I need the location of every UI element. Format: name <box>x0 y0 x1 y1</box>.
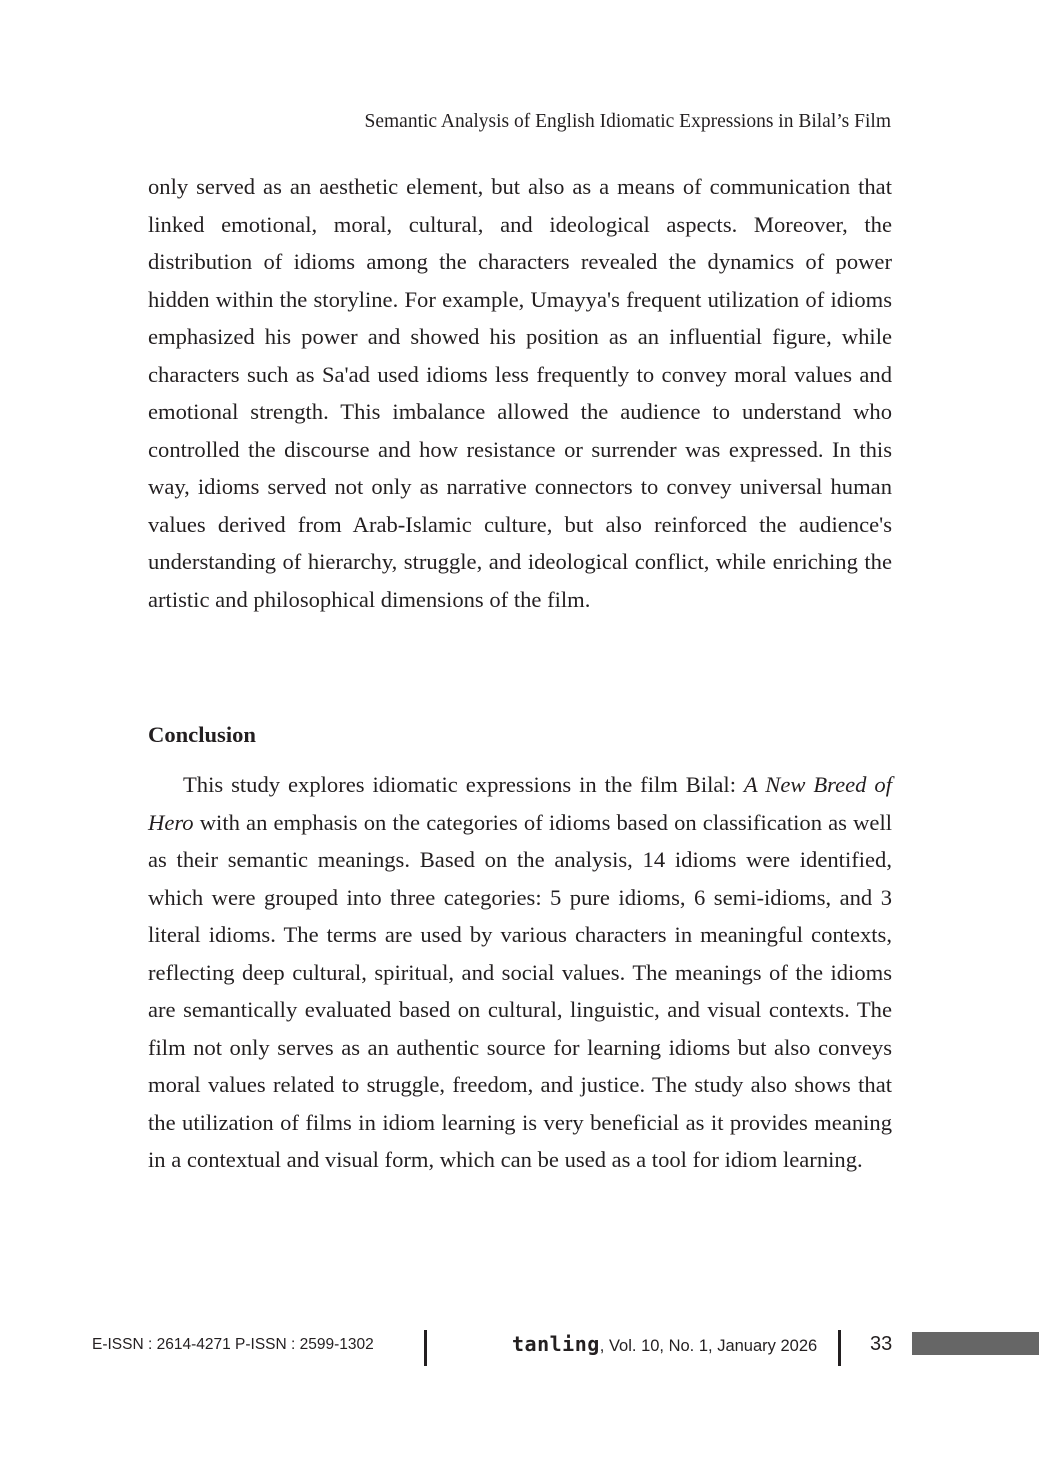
paragraph-text-before-title: This study explores idiomatic expressions in the film Bilal: <box>183 772 744 797</box>
page-number: 33 <box>870 1333 893 1355</box>
section-heading-conclusion: Conclusion <box>148 722 256 747</box>
journal-logo: tanling <box>512 1332 600 1356</box>
volume-info: , Vol. 10, No. 1, January 2026 <box>599 1337 818 1355</box>
paragraph-text <box>148 766 892 1179</box>
issn-info: E-ISSN : 2614-4271 P-ISSN : 2599-1302 <box>92 1336 374 1353</box>
running-head: Semantic Analysis of English Idiomatic Expressions in Bilal’s Film <box>364 111 891 132</box>
body-paragraph-2 <box>148 766 892 1179</box>
page-tab-band <box>912 1332 1039 1355</box>
page-footer <box>0 1330 1039 1370</box>
footer-divider-left <box>424 1330 427 1366</box>
paragraph-text-after-title: with an emphasis on the categories of idioms based on classification as well as their semantic meanings. Based on the analysis, 14 idioms were identified, which were grouped into three categories: 5 pure idioms, 6 semi-idioms, and 3 literal idioms. The terms are used by various characters in meaningful contexts, reflecting deep cultural, spiritual, and social values. The meanings of the idioms are semantically evaluated based on cultural, linguistic, and visual contexts. The film not only serves as an authentic source for learning idioms but also conveys moral values related to struggle, freedom, and justice. The study also shows that the utilization of films in idiom learning is very beneficial as it provides meaning in a contextual and visual form, which can be used as a tool for idiom learning. <box>148 809 892 1172</box>
film-title: A New Breed of Hero <box>148 772 892 835</box>
journal-info <box>512 1331 817 1359</box>
paragraph-text: only served as an aesthetic element, but also as a means of communication that linked emotional, moral, cultural, and ideological aspects. Moreover, the distribution of idioms among the characters revealed the dynamics of power hidden within the storyline. For example, Umayya's frequent utilization of idioms emphasized his power and showed his position as an influential figure, while characters such as Sa'ad used idioms less frequently to convey moral values and emotional strength. This imbalance allowed the audience to understand who controlled the discourse and how resistance or surrender was expressed. In this way, idioms served not only as narrative connectors to convey universal human values derived from Arab-Islamic culture, but also reinforced the audience's understanding of hierarchy, struggle, and ideological conflict, while enriching the artistic and philosophical dimensions of the film. <box>148 174 892 612</box>
footer-divider-right <box>838 1330 841 1366</box>
body-paragraph-1 <box>148 168 892 618</box>
